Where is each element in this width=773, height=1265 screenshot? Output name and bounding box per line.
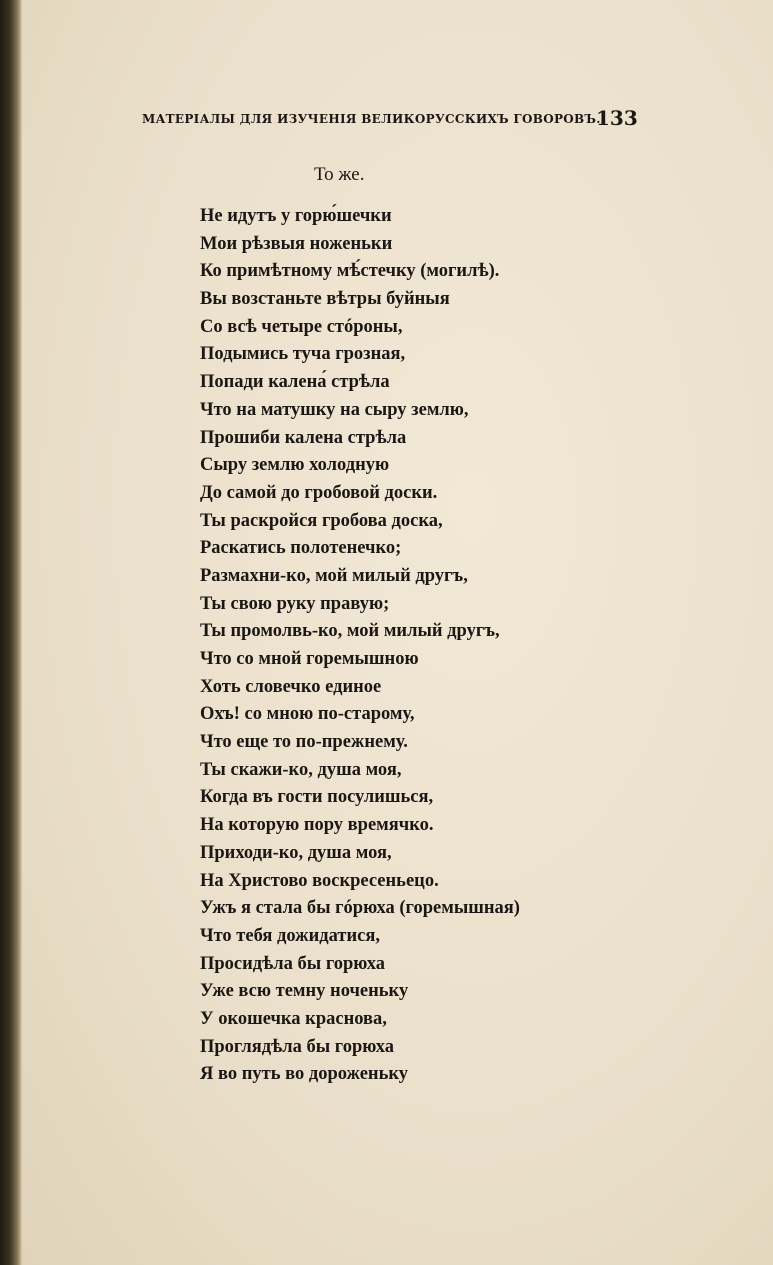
page-number: 133 <box>596 106 638 130</box>
poem-line: Ты свою руку правую; <box>200 593 390 614</box>
poem-line: Приходи-ко, душа моя, <box>200 842 392 863</box>
poem-line: Вы возстаньте вѣтры буйныя <box>200 289 450 310</box>
poem-text <box>200 203 520 1089</box>
poem-line: Что тебя дожидатися, <box>200 925 380 946</box>
book-page <box>22 0 773 1265</box>
poem-line: Мои рѣзвыя ноженьки <box>200 233 393 254</box>
poem-line: Размахни-ко, мой милый другъ, <box>200 565 468 586</box>
poem-line: На Христово воскресеньецо. <box>200 870 439 891</box>
poem-line: Я во путь во дороженьку <box>200 1064 409 1085</box>
poem-line: Не идутъ у горю́шечки <box>200 206 392 226</box>
poem-line: Уже всю темну ноченьку <box>200 981 409 1002</box>
poem-line: Хоть словечко единое <box>200 676 382 697</box>
poem-line: У окошечка краснова, <box>200 1008 387 1029</box>
poem-line: Охъ! со мною по-старому, <box>200 704 415 725</box>
book-spine-shadow <box>0 0 22 1265</box>
poem-line: Что со мной горемышною <box>200 649 419 669</box>
poem-line: Когда въ гости посулишься, <box>200 787 434 808</box>
poem-line: Проглядѣла бы горюха <box>200 1036 394 1057</box>
poem-line: На которую пору времячко. <box>200 815 434 836</box>
poem-line: Попади калена́ стрѣла <box>200 372 390 393</box>
poem-line: Со всѣ четыре стóроны, <box>200 316 403 337</box>
poem-line: До самой до гробовой доски. <box>200 482 438 503</box>
poem-line: Прошиби калена стрѣла <box>200 427 407 448</box>
poem-line: Раскатись полотенечко; <box>200 538 402 559</box>
poem-line: Сыру землю холодную <box>200 455 390 476</box>
poem-line: Ты скажи-ко, душа моя, <box>200 759 402 780</box>
poem-line: Что на матушку на сыру землю, <box>200 399 469 420</box>
poem-line: Ко примѣтному мѣ́стечку (могилѣ). <box>200 261 500 282</box>
poem-line: Ты промолвь-ко, мой милый другъ, <box>200 621 500 642</box>
poem-line: Подымись туча грозная, <box>200 344 406 365</box>
poem-line: Ты раскройся гробова доска, <box>200 510 443 531</box>
poem-line: Просидѣла бы горюха <box>200 953 385 974</box>
poem-line: Что еще то по-прежнему. <box>200 732 408 753</box>
section-title: То же. <box>314 164 365 185</box>
running-header-title: МАТЕРІАЛЫ ДЛЯ ИЗУЧЕНІЯ ВЕЛИКОРУССКИХЪ ГОВОРОВЪ. <box>142 112 601 126</box>
poem-line: Ужъ я стала бы гóрюха (горемышная) <box>200 898 520 919</box>
